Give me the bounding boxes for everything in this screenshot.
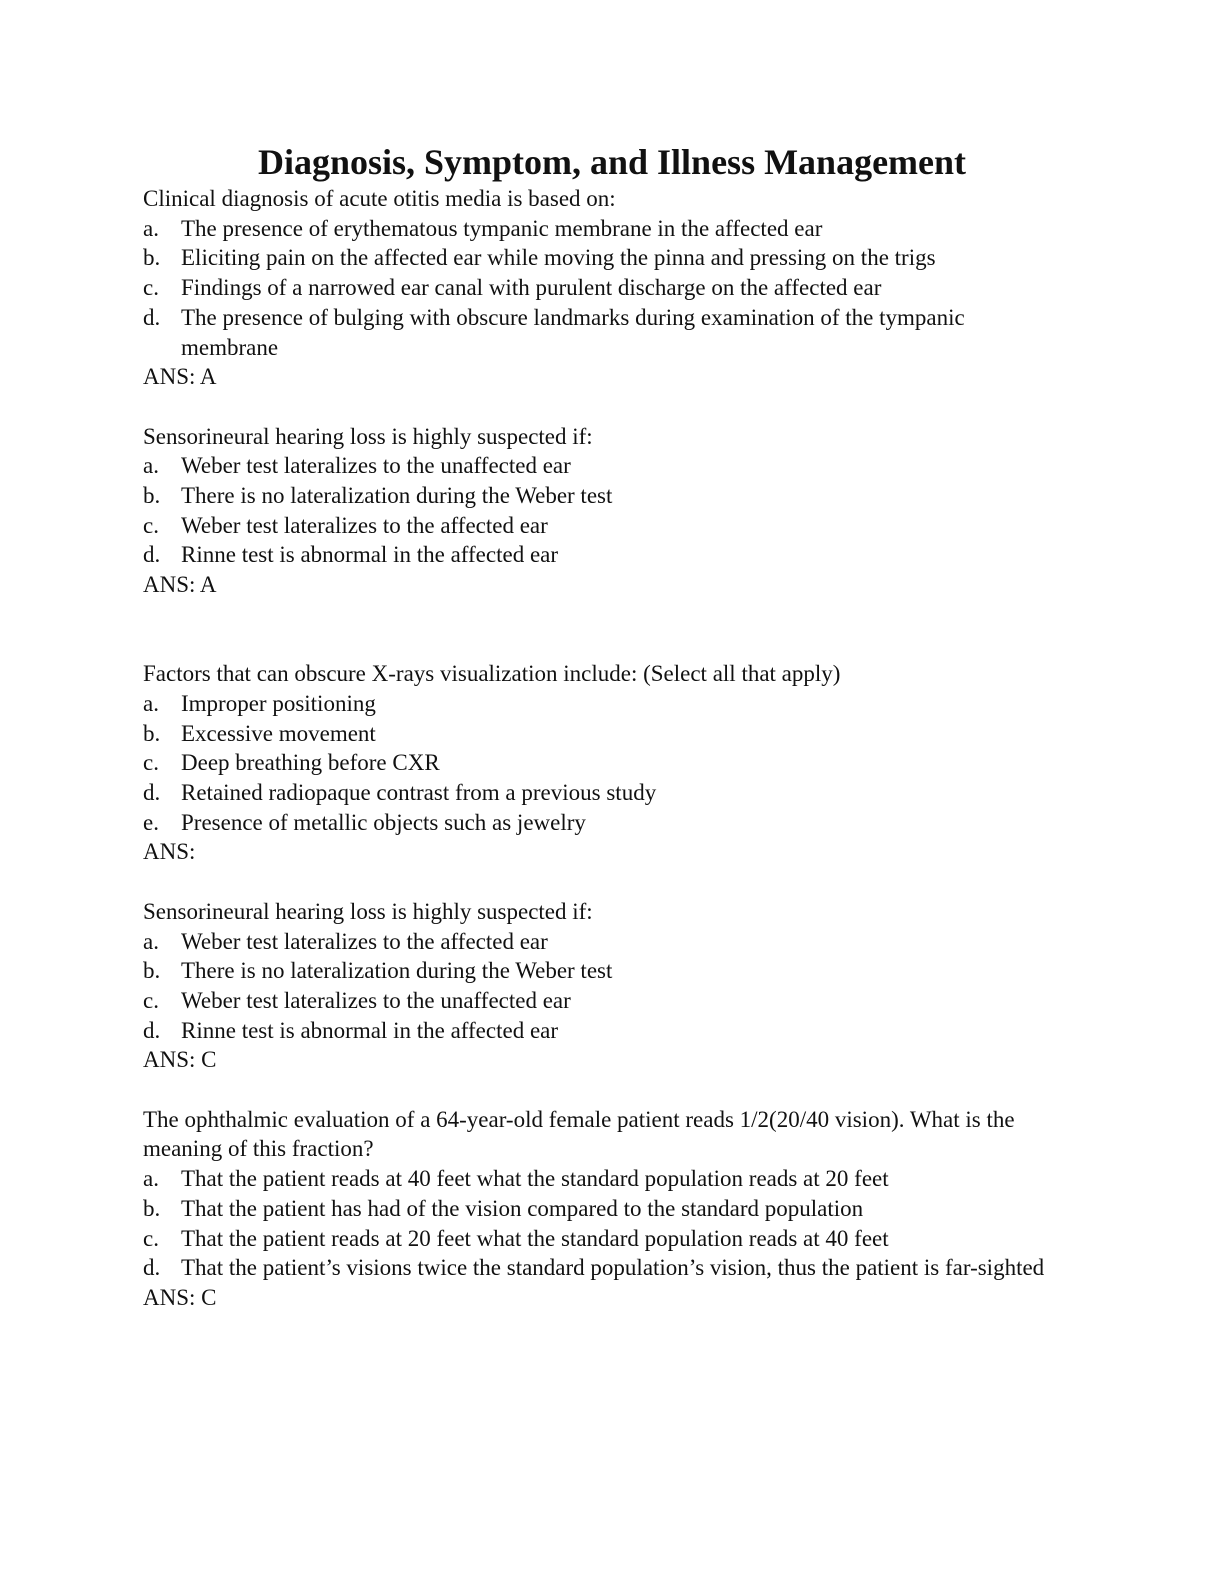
spacer [143,867,1063,897]
option-text: Excessive movement [181,720,376,746]
question-stem: Clinical diagnosis of acute otitis media is based on: [143,186,616,211]
option-text: Rinne test is abnormal in the affected ear [181,1017,559,1043]
question-2 [143,422,1063,600]
answer-line: ANS: A [143,572,217,598]
option-letter: b. [143,720,161,746]
option-a [143,1164,1063,1194]
option-letter: a. [143,690,159,716]
option-text: Rinne test is abnormal in the affected ear [181,542,559,568]
option-text: That the patient reads at 20 feet what the standard population reads at 40 feet [181,1225,889,1251]
option-a [143,214,1063,244]
question-stem: Factors that can obscure X-rays visualization include: (Select all that apply) [143,661,841,687]
question-5 [143,1105,1063,1313]
option-c [143,748,1063,778]
option-letter: d. [143,304,161,330]
option-d [143,1016,1063,1046]
option-text: Eliciting pain on the affected ear while moving the pinna and pressing on the trigs [181,245,936,271]
option-text: The presence of bulging with obscure landmarks during examination of the tympanic membrane [181,304,965,360]
option-d [143,778,1063,808]
option-letter: c. [143,750,159,776]
spacer [143,600,1063,659]
option-text: The presence of erythematous tympanic membrane in the affected ear [181,215,823,241]
spacer [143,1075,1063,1105]
option-c [143,273,1063,303]
option-text: Deep breathing before CXR [181,750,440,776]
option-c [143,511,1063,541]
option-b [143,243,1063,273]
option-d [143,540,1063,570]
option-letter: a. [143,453,159,479]
option-letter: d. [143,542,161,568]
option-d [143,303,1063,362]
option-c [143,986,1063,1016]
option-letter: d. [143,1255,161,1281]
answer-line: ANS: A [143,364,217,390]
option-letter: c. [143,275,159,301]
option-text: Weber test lateralizes to the unaffected ear [181,987,571,1013]
option-letter: d. [143,780,161,806]
option-letter: c. [143,987,159,1013]
option-text: Presence of metallic objects such as jewelry [181,809,586,835]
spacer [143,392,1063,422]
option-a [143,927,1063,957]
option-b [143,1194,1063,1224]
question-4 [143,897,1063,1075]
answer-line: ANS: C [143,1284,217,1310]
answer-line: ANS: C [143,1047,217,1073]
option-letter: e. [143,809,159,835]
option-text: That the patient reads at 40 feet what the standard population reads at 20 feet [181,1166,889,1192]
question-list [143,184,1063,1313]
option-letter: b. [143,483,161,509]
option-letter: c. [143,1225,159,1251]
option-b [143,481,1063,511]
answer-line: ANS: [143,839,196,865]
option-text: That the patient’s visions twice the standard population’s vision, thus the patient is far-sighted [181,1255,1045,1281]
option-b [143,956,1063,986]
option-text: Improper positioning [181,690,376,716]
option-letter: a. [143,215,159,241]
option-a [143,689,1063,719]
option-a [143,451,1063,481]
option-text: Weber test lateralizes to the affected ear [181,512,548,538]
option-letter: b. [143,245,161,271]
option-letter: b. [143,958,161,984]
option-b [143,719,1063,749]
option-text: Findings of a narrowed ear canal with purulent discharge on the affected ear [181,275,882,301]
question-1 [143,184,1063,392]
question-stem: The ophthalmic evaluation of a 64-year-old female patient reads 1/2(20/40 vision). What is the meaning of this fraction? [143,1106,1015,1162]
option-d [143,1253,1063,1283]
option-text: Weber test lateralizes to the affected ear [181,928,548,954]
question-stem: Sensorineural hearing loss is highly suspected if: [143,423,593,449]
option-e [143,808,1063,838]
option-text: There is no lateralization during the Weber test [181,483,613,509]
option-letter: c. [143,512,159,538]
question-stem: Sensorineural hearing loss is highly suspected if: [143,898,593,924]
option-text: Retained radiopaque contrast from a previous study [181,780,657,806]
option-letter: a. [143,1166,159,1192]
option-letter: a. [143,928,159,954]
option-c [143,1224,1063,1254]
option-text: Weber test lateralizes to the unaffected ear [181,453,571,479]
option-letter: b. [143,1195,161,1221]
question-3 [143,659,1063,867]
option-text: That the patient has had of the vision compared to the standard population [181,1195,864,1221]
option-text: There is no lateralization during the Weber test [181,958,613,984]
option-letter: d. [143,1017,161,1043]
page-title: Diagnosis, Symptom, and Illness Management [257,142,967,182]
